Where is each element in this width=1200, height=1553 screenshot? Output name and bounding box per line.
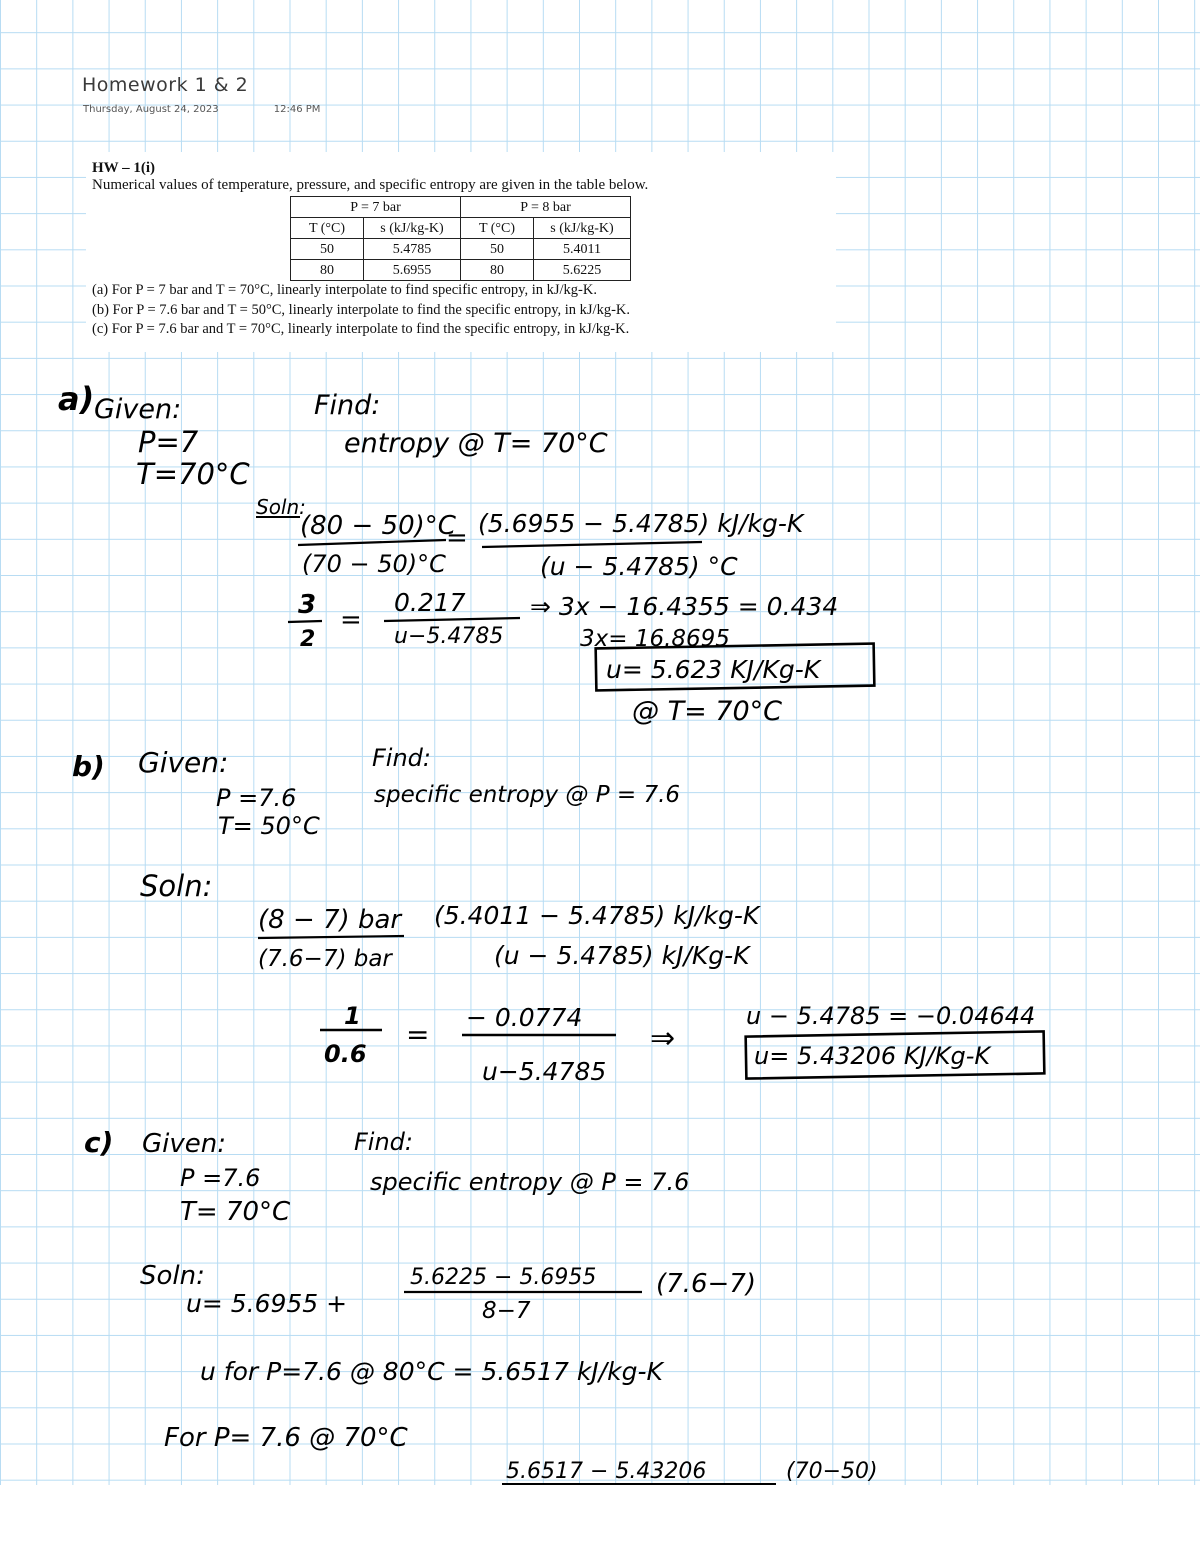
part-a-ratio-den: 2 bbox=[300, 627, 316, 652]
part-a-answer: u= 5.623 KJ/Kg-K bbox=[606, 655, 821, 684]
part-a-soln-label: Soln: bbox=[256, 495, 306, 519]
part-b-eq-den-right: (u − 5.4785) kJ/Kg-K bbox=[494, 941, 750, 970]
part-b-frac1-den: 0.6 bbox=[324, 1040, 367, 1068]
part-a-answer-note: @ T= 70°C bbox=[632, 696, 782, 727]
fraction-bar bbox=[258, 936, 404, 938]
fraction-bar bbox=[288, 621, 322, 622]
part-a-given-label: Given: bbox=[94, 394, 182, 425]
part-a-find: entropy @ T= 70°C bbox=[344, 428, 608, 459]
part-c-given-temperature: T= 70°C bbox=[180, 1197, 291, 1227]
part-b-given-temperature: T= 50°C bbox=[218, 812, 320, 840]
part-b-answer: u= 5.43206 KJ/Kg-K bbox=[754, 1042, 991, 1070]
part-a-frac-num: 0.217 bbox=[394, 588, 466, 617]
problem-intro: Numerical values of temperature, pressure, and specific entropy are given in the table below. bbox=[92, 177, 649, 193]
part-a-given-pressure: P=7 bbox=[138, 425, 199, 459]
fraction-bar bbox=[482, 542, 702, 547]
part-a-frac-den: u−5.4785 bbox=[394, 624, 504, 649]
part-b-frac2-num: − 0.0774 bbox=[466, 1003, 583, 1032]
question-b: (b) For P = 7.6 bar and T = 50°C, linearly interpolate to find the specific entropy, in kJ/kg-K. bbox=[92, 301, 631, 318]
part-b-given-pressure: P =7.6 bbox=[216, 784, 297, 812]
table-column-header: T (°C) bbox=[291, 218, 364, 239]
table-cell: 50 bbox=[291, 239, 364, 260]
part-a-given-temperature: T=70°C bbox=[136, 457, 250, 491]
part-b-label: b) bbox=[72, 750, 105, 783]
part-c-line4-tail: (70−50) bbox=[786, 1459, 878, 1484]
part-a-ratio-num: 3 bbox=[298, 590, 317, 620]
page-bottom-margin bbox=[0, 1485, 1200, 1553]
part-b-eq-den-left: (7.6−7) bar bbox=[258, 946, 392, 972]
part-c-eq-lhs: u= 5.6955 + bbox=[186, 1289, 348, 1318]
part-a-label: a) bbox=[58, 380, 95, 418]
fraction-bar bbox=[384, 618, 520, 621]
equals-sign: = bbox=[340, 605, 362, 635]
part-c-line4-num: 5.6517 − 5.43206 bbox=[506, 1459, 707, 1484]
part-b-given-label: Given: bbox=[138, 746, 229, 779]
table-cell: 80 bbox=[461, 260, 534, 281]
part-b-step1: u − 5.4785 = −0.04644 bbox=[746, 1002, 1036, 1030]
part-c-eq-den: 8−7 bbox=[482, 1298, 531, 1324]
part-b-frac1-num: 1 bbox=[344, 1002, 361, 1030]
part-a-find-label: Find: bbox=[314, 390, 381, 421]
part-c-given-label: Given: bbox=[142, 1129, 226, 1159]
table-cell: 80 bbox=[291, 260, 364, 281]
part-c-line2: u for P=7.6 @ 80°C = 5.6517 kJ/kg-K bbox=[200, 1357, 663, 1386]
part-c-find-label: Find: bbox=[354, 1128, 414, 1156]
part-a bbox=[58, 380, 874, 727]
part-b bbox=[72, 744, 1044, 1086]
part-c-eq-num: 5.6225 − 5.6955 bbox=[410, 1265, 597, 1290]
part-c-eq-tail: (7.6−7) bbox=[656, 1269, 756, 1299]
part-a-eq-num-left: (80 − 50)°C bbox=[300, 511, 456, 541]
part-a-eq-den-right: (u − 5.4785) °C bbox=[540, 552, 738, 581]
table-column-header: T (°C) bbox=[461, 218, 534, 239]
part-a-eq-den-left: (70 − 50)°C bbox=[302, 550, 446, 578]
part-c bbox=[84, 1126, 878, 1484]
part-a-eq-num-right: (5.6955 − 5.4785) kJ/kg-K bbox=[478, 509, 804, 538]
part-b-find-label: Find: bbox=[372, 744, 432, 772]
part-b-frac2-den: u−5.4785 bbox=[482, 1057, 607, 1086]
part-c-label: c) bbox=[84, 1126, 114, 1159]
table-cell: 5.6225 bbox=[534, 260, 631, 281]
table-group-header: P = 7 bar bbox=[291, 197, 461, 218]
equals-sign: = bbox=[406, 1018, 430, 1051]
table-cell: 5.6955 bbox=[364, 260, 461, 281]
part-c-line3: For P= 7.6 @ 70°C bbox=[164, 1423, 408, 1453]
part-b-eq-num-right: (5.4011 − 5.4785) kJ/kg-K bbox=[434, 901, 760, 930]
part-b-soln-label: Soln: bbox=[140, 869, 213, 903]
part-c-find: specific entropy @ P = 7.6 bbox=[370, 1168, 690, 1196]
table-cell: 50 bbox=[461, 239, 534, 260]
table-column-header: s (kJ/kg-K) bbox=[534, 218, 631, 239]
page-title: Homework 1 & 2 bbox=[82, 74, 249, 96]
part-a-step2: 3x= 16.8695 bbox=[580, 626, 730, 652]
table-group-header: P = 8 bar bbox=[461, 197, 631, 218]
part-b-arrow: ⇒ bbox=[650, 1021, 676, 1056]
table-cell: 5.4785 bbox=[364, 239, 461, 260]
table-column-header: s (kJ/kg-K) bbox=[364, 218, 461, 239]
part-b-find: specific entropy @ P = 7.6 bbox=[374, 782, 681, 808]
page-time: 12:46 PM bbox=[273, 104, 321, 115]
equals-sign: = bbox=[446, 523, 468, 553]
table-cell: 5.4011 bbox=[534, 239, 631, 260]
part-b-eq-num-left: (8 − 7) bar bbox=[258, 905, 402, 935]
part-a-step1: ⇒ 3x − 16.4355 = 0.434 bbox=[530, 592, 839, 621]
part-c-given-pressure: P =7.6 bbox=[180, 1164, 261, 1192]
question-c: (c) For P = 7.6 bar and T = 70°C, linearly interpolate to find the specific entropy, in kJ/kg-K. bbox=[92, 321, 630, 337]
page-date: Thursday, August 24, 2023 bbox=[83, 104, 219, 115]
part-c-soln-label: Soln: bbox=[140, 1261, 205, 1291]
problem-label: HW – 1(i) bbox=[92, 160, 156, 176]
question-a: (a) For P = 7 bar and T = 70°C, linearly interpolate to find specific entropy, in kJ/kg-K. bbox=[92, 282, 597, 298]
